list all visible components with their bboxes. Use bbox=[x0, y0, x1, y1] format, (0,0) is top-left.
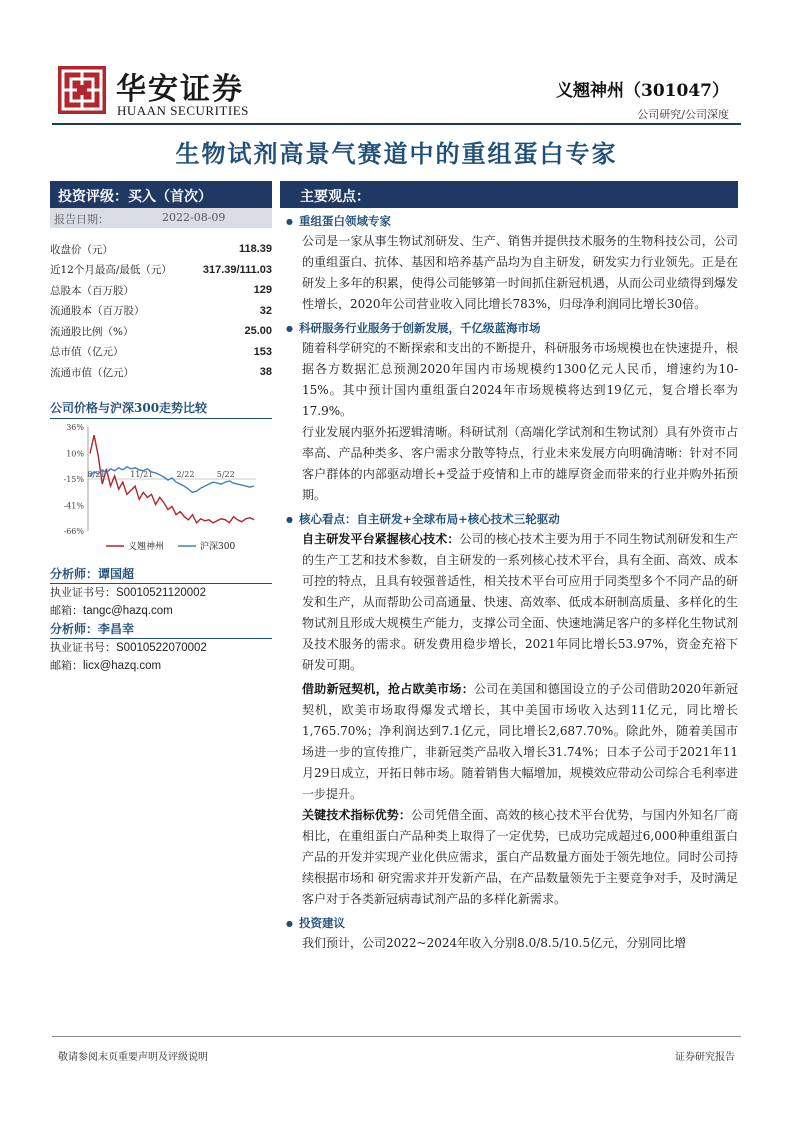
legend-label: 沪深300 bbox=[200, 541, 236, 552]
metric-value: 118.39 bbox=[238, 243, 272, 256]
metric-row bbox=[50, 301, 272, 322]
paragraph: 公司是一家从事生物试剂研发、生产、销售并提供技术服务的生物科技公司，公司的重组蛋白、抗体、基因和培养基产品均为自主研发，研发实力行业领先。正是在研发上多年的积累，使得公司能够第一时间抓住新冠机遇，从而公司业绩得到爆发性增长，2020年公司营业收入同比增长783%，归母净利润同比增长30倍。 bbox=[302, 234, 738, 311]
analyst-cert-row bbox=[50, 584, 272, 602]
metric-value: 32 bbox=[259, 304, 272, 317]
section-heading bbox=[280, 317, 738, 338]
x-tick-label: 2/22 bbox=[176, 469, 195, 479]
y-tick-label: 10% bbox=[66, 449, 84, 459]
left-sidebar bbox=[50, 181, 272, 675]
metric-value: 38 bbox=[259, 366, 272, 379]
bullet-icon: ● bbox=[286, 917, 293, 928]
cert-label: 执业证书号： bbox=[50, 585, 116, 599]
bullet-icon: ● bbox=[286, 215, 293, 226]
report-date-label: 报告日期： bbox=[54, 213, 109, 226]
footer-divider bbox=[52, 1036, 741, 1037]
company-logo-mark bbox=[58, 66, 106, 114]
page-title: 生物试剂高景气赛道中的重组蛋白专家 bbox=[175, 139, 618, 168]
metric-value: 25.00 bbox=[244, 325, 272, 338]
metrics-table bbox=[50, 239, 272, 383]
metric-label: 流通股比例（%） bbox=[50, 325, 134, 338]
metric-label: 总股本（百万股） bbox=[50, 284, 134, 297]
views-header: 主要观点： bbox=[280, 181, 738, 208]
paragraph-body: 公司的核心技术主要为用于不同生物试剂研发和生产的生产工艺和技术参数，自主研发的一系列核心技术平台，具有全面、高效、成本可控的特点，且具有较强普适性，相关技术平台可应用于同类型多个不同产品的研发和生产，从而帮助公司高通量、快速、高效率、低成本研制高质量、多样化的生物试剂且形成大规模生产能力，支撑公司全面、快速地满足客户的多样化生物试剂及技术服务的需求。研发费用稳步增长，2021年同比增长53.97%，资金充裕下研发可期。 bbox=[302, 532, 738, 672]
paragraph-lead: 自主研发平台紧握核心技术： bbox=[302, 532, 460, 546]
metric-row bbox=[50, 321, 272, 342]
bullet-icon: ● bbox=[286, 513, 293, 524]
metric-label: 流通股本（百万股） bbox=[50, 305, 145, 318]
analyst-cert: S0010522070002 bbox=[116, 641, 207, 654]
header-divider bbox=[52, 123, 741, 125]
paragraph-body: 公司在美国和德国设立的子公司借助2020年新冠契机，欧美市场取得爆发式增长，其中美国市场收入达到11亿元，同比增长1,765.70%；净利润达到7.1亿元，同比增长2,687.70%。除此外，随着美国市场进一步的宣传推广，非新冠类产品收入增长31.74%；日本子公司于2021年11月29日成立，开拓日韩市场。随着销售大幅增加，规模效应带动公司综合毛利率进一步提升。 bbox=[302, 682, 738, 801]
price-chart bbox=[50, 419, 272, 559]
x-tick-label: 8/21 bbox=[87, 469, 106, 479]
section-heading-text: 重组蛋白领域专家 bbox=[298, 213, 391, 228]
email-label: 邮箱： bbox=[50, 603, 83, 617]
section-heading bbox=[280, 210, 738, 231]
analyst-email[interactable]: tangc@hazq.com bbox=[83, 604, 173, 617]
metric-row bbox=[50, 342, 272, 363]
footer-disclaimer: 敬请参阅末页重要声明及评级说明 bbox=[58, 1052, 208, 1063]
analyst-email[interactable]: licx@hazq.com bbox=[83, 659, 162, 672]
analyst-email-row bbox=[50, 602, 272, 620]
legend-label: 义翘神州 bbox=[128, 541, 165, 552]
metric-label: 收盘价（元） bbox=[50, 243, 113, 256]
report-date-row bbox=[50, 208, 272, 228]
stock-name: 义翘神州（301047） bbox=[556, 81, 729, 101]
paragraph: 我们预计，公司2022~2024年收入分别8.0/8.5/10.5亿元，分别同比增 bbox=[302, 936, 687, 950]
metric-value: 129 bbox=[253, 284, 272, 297]
metric-row bbox=[50, 362, 272, 383]
metric-row bbox=[50, 280, 272, 301]
report-type: 公司研究/公司深度 bbox=[637, 108, 729, 121]
analyst-title: 分析师：李昌幸 bbox=[50, 620, 272, 639]
paragraph-lead: 关键技术指标优势： bbox=[302, 808, 412, 822]
section-heading bbox=[280, 912, 738, 933]
y-tick-label: -66% bbox=[63, 526, 84, 536]
bullet-icon: ● bbox=[286, 322, 293, 333]
paragraph: 行业发展内驱外拓逻辑清晰。科研试剂（高端化学试剂和生物试剂）具有外资市占率高、产品种类多、客户需求分散等特点，行业未来发展方向明确清晰：针对不同客户群体的内部驱动增长+受益于疫情和上市的雄厚资金而带来的行业并购外拓预期。 bbox=[302, 425, 738, 502]
price-chart-svg bbox=[50, 419, 272, 559]
investment-rating: 投资评级：买入（首次） bbox=[50, 181, 272, 208]
metric-row bbox=[50, 260, 272, 281]
logo-seal-icon bbox=[58, 66, 106, 114]
y-tick-label: 36% bbox=[66, 422, 84, 432]
analyst-email-row bbox=[50, 657, 272, 675]
metric-value: 153 bbox=[253, 345, 272, 358]
report-date-value: 2022-08-09 bbox=[162, 211, 226, 224]
metric-label: 流通市值（亿元） bbox=[50, 366, 134, 379]
cert-label: 执业证书号： bbox=[50, 640, 116, 654]
x-tick-label: 11/21 bbox=[130, 469, 154, 479]
main-views bbox=[280, 181, 738, 954]
y-tick-label: -15% bbox=[63, 474, 84, 484]
paragraph bbox=[280, 679, 738, 805]
paragraph bbox=[280, 805, 738, 910]
paragraph-lead: 借助新冠契机，抢占欧美市场： bbox=[302, 682, 475, 696]
footer-label: 证券研究报告 bbox=[675, 1052, 735, 1063]
logo-english-name: HUAAN SECURITIES bbox=[117, 103, 249, 118]
section-heading-text: 核心看点：自主研发+全球布局+核心技术三轮驱动 bbox=[298, 511, 560, 526]
analyst-title: 分析师：谭国超 bbox=[50, 565, 272, 584]
x-tick-label: 5/22 bbox=[216, 469, 235, 479]
section-heading-text: 投资建议 bbox=[298, 915, 345, 930]
metric-label: 近12个月最高/最低（元） bbox=[50, 264, 172, 277]
analyst-cert-row bbox=[50, 639, 272, 657]
email-label: 邮箱： bbox=[50, 658, 83, 672]
section-heading-text: 科研服务行业服务于创新发展，千亿级蓝海市场 bbox=[298, 320, 541, 335]
analyst-cert: S0010521120002 bbox=[116, 586, 206, 599]
paragraph-body: 公司凭借全面、高效的核心技术平台优势，与国内外知名厂商相比，在重组蛋白产品种类上取得了一定优势，已成功完成超过6,000种重组蛋白产品的开发并实现产业化供应需求，蛋白产品数量方面处于领先地位。同时公司持续根据市场和 研究需求并开发新产品，在产品数量领先于主要竞争对手，及时满足客户对于各类新冠病毒试剂产品的多样化新需求。 bbox=[302, 808, 738, 906]
chart-title: 公司价格与沪深300走势比较 bbox=[50, 399, 272, 419]
metric-row bbox=[50, 239, 272, 260]
metric-label: 总市值（亿元） bbox=[50, 346, 124, 359]
paragraph bbox=[280, 529, 738, 676]
analyst-block bbox=[50, 565, 272, 675]
metric-value: 317.39/111.03 bbox=[202, 263, 272, 276]
y-tick-label: -41% bbox=[63, 501, 84, 511]
section-heading bbox=[280, 508, 738, 529]
logo-chinese-name: 华安证券 bbox=[116, 72, 244, 107]
paragraph: 随着科学研究的不断探索和支出的不断提升，科研服务市场规模也在快速提升，根据各方数据汇总预测2020年国内市场规模约1300亿元人民币，增速约为10-15%。其中预计国内重组蛋白2024年市场规模将达到19亿元，复合增长率为17.9%。 bbox=[302, 341, 738, 418]
